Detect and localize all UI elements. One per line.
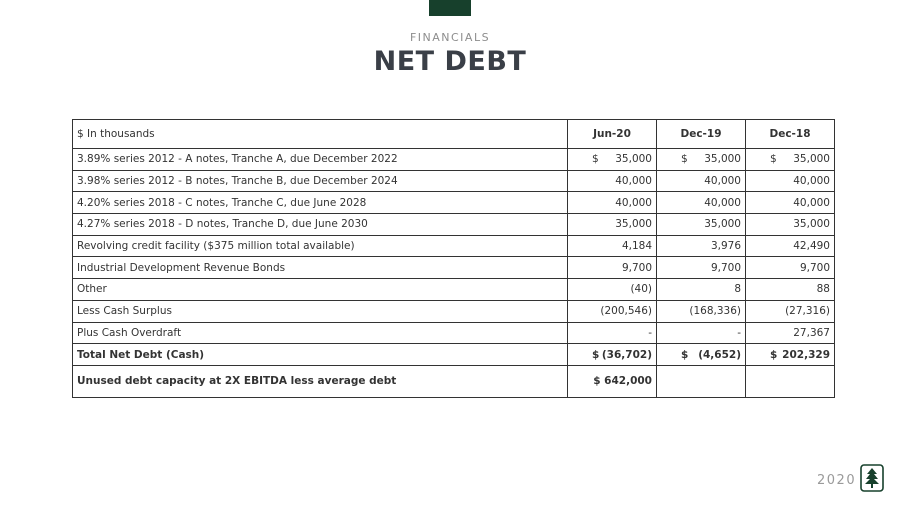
- footer-year: 2020: [817, 473, 857, 488]
- total-value: $ (4,652): [657, 344, 746, 366]
- cell-value: 9,700: [746, 257, 835, 279]
- unused-capacity-row: [73, 365, 835, 397]
- table-row: [73, 300, 835, 322]
- cell-value: (27,316): [746, 300, 835, 322]
- table-header-row: [73, 120, 835, 149]
- unused-capacity-label: Unused debt capacity at 2X EBITDA less average debt: [73, 365, 568, 397]
- row-label: 4.27% series 2018 - D notes, Tranche D, due June 2030: [73, 214, 568, 236]
- currency-symbol: $: [770, 153, 777, 166]
- cell-value: 40,000: [568, 170, 657, 192]
- row-label: Revolving credit facility ($375 million total available): [73, 235, 568, 257]
- cell-value: $ 35,000: [746, 149, 835, 171]
- page-title: NET DEBT: [373, 46, 527, 77]
- table-row: [73, 235, 835, 257]
- table-row: [73, 192, 835, 214]
- cell-value: 40,000: [746, 170, 835, 192]
- cell-value: 35,000: [746, 214, 835, 236]
- table-row: [73, 279, 835, 301]
- cell-value: 42,490: [746, 235, 835, 257]
- cell-value: 8: [657, 279, 746, 301]
- cell-value: 88: [746, 279, 835, 301]
- empty-cell: [746, 365, 835, 397]
- table-row: [73, 214, 835, 236]
- cell-value: 35,000: [568, 214, 657, 236]
- row-label: Industrial Development Revenue Bonds: [73, 257, 568, 279]
- cell-value: 4,184: [568, 235, 657, 257]
- currency-symbol: $: [770, 348, 778, 361]
- cell-value: (168,336): [657, 300, 746, 322]
- cell-value: 27,367: [746, 322, 835, 344]
- net-debt-table: [72, 119, 835, 398]
- empty-cell: [657, 365, 746, 397]
- section-kicker: FINANCIALS: [409, 31, 491, 44]
- total-value: $ 202,329: [746, 344, 835, 366]
- row-label: 3.89% series 2012 - A notes, Tranche A, due December 2022: [73, 149, 568, 171]
- unused-capacity-value: $ 642,000: [568, 365, 657, 397]
- currency-symbol: $: [592, 153, 599, 166]
- total-value: $ (36,702): [568, 344, 657, 366]
- cell-value: -: [568, 322, 657, 344]
- cell-value: -: [657, 322, 746, 344]
- row-label: 3.98% series 2012 - B notes, Tranche B, due December 2024: [73, 170, 568, 192]
- table-row: [73, 170, 835, 192]
- total-row: [73, 344, 835, 366]
- cell-value: 9,700: [568, 257, 657, 279]
- cell-value: 40,000: [746, 192, 835, 214]
- cell-value: (40): [568, 279, 657, 301]
- cell-value: (200,546): [568, 300, 657, 322]
- table-row: [73, 257, 835, 279]
- currency-symbol: $: [681, 153, 688, 166]
- header-accent-bar: [429, 0, 471, 16]
- cell-value: 35,000: [657, 214, 746, 236]
- cell-value: $ 35,000: [568, 149, 657, 171]
- cell-value: 9,700: [657, 257, 746, 279]
- table-row: [73, 322, 835, 344]
- cell-value: 3,976: [657, 235, 746, 257]
- tree-icon: [860, 464, 884, 492]
- currency-symbol: $: [592, 348, 600, 361]
- row-label: Other: [73, 279, 568, 301]
- column-header-dec18: Dec-18: [746, 120, 835, 149]
- cell-value: 40,000: [568, 192, 657, 214]
- cell-value: $ 35,000: [657, 149, 746, 171]
- row-label: 4.20% series 2018 - C notes, Tranche C, due June 2028: [73, 192, 568, 214]
- column-header-jun20: Jun-20: [568, 120, 657, 149]
- row-label: Plus Cash Overdraft: [73, 322, 568, 344]
- row-label: Less Cash Surplus: [73, 300, 568, 322]
- cell-value: 40,000: [657, 170, 746, 192]
- column-header-label: $ In thousands: [73, 120, 568, 149]
- cell-value: 40,000: [657, 192, 746, 214]
- table-row: [73, 149, 835, 171]
- total-label: Total Net Debt (Cash): [73, 344, 568, 366]
- currency-symbol: $: [681, 348, 689, 361]
- column-header-dec19: Dec-19: [657, 120, 746, 149]
